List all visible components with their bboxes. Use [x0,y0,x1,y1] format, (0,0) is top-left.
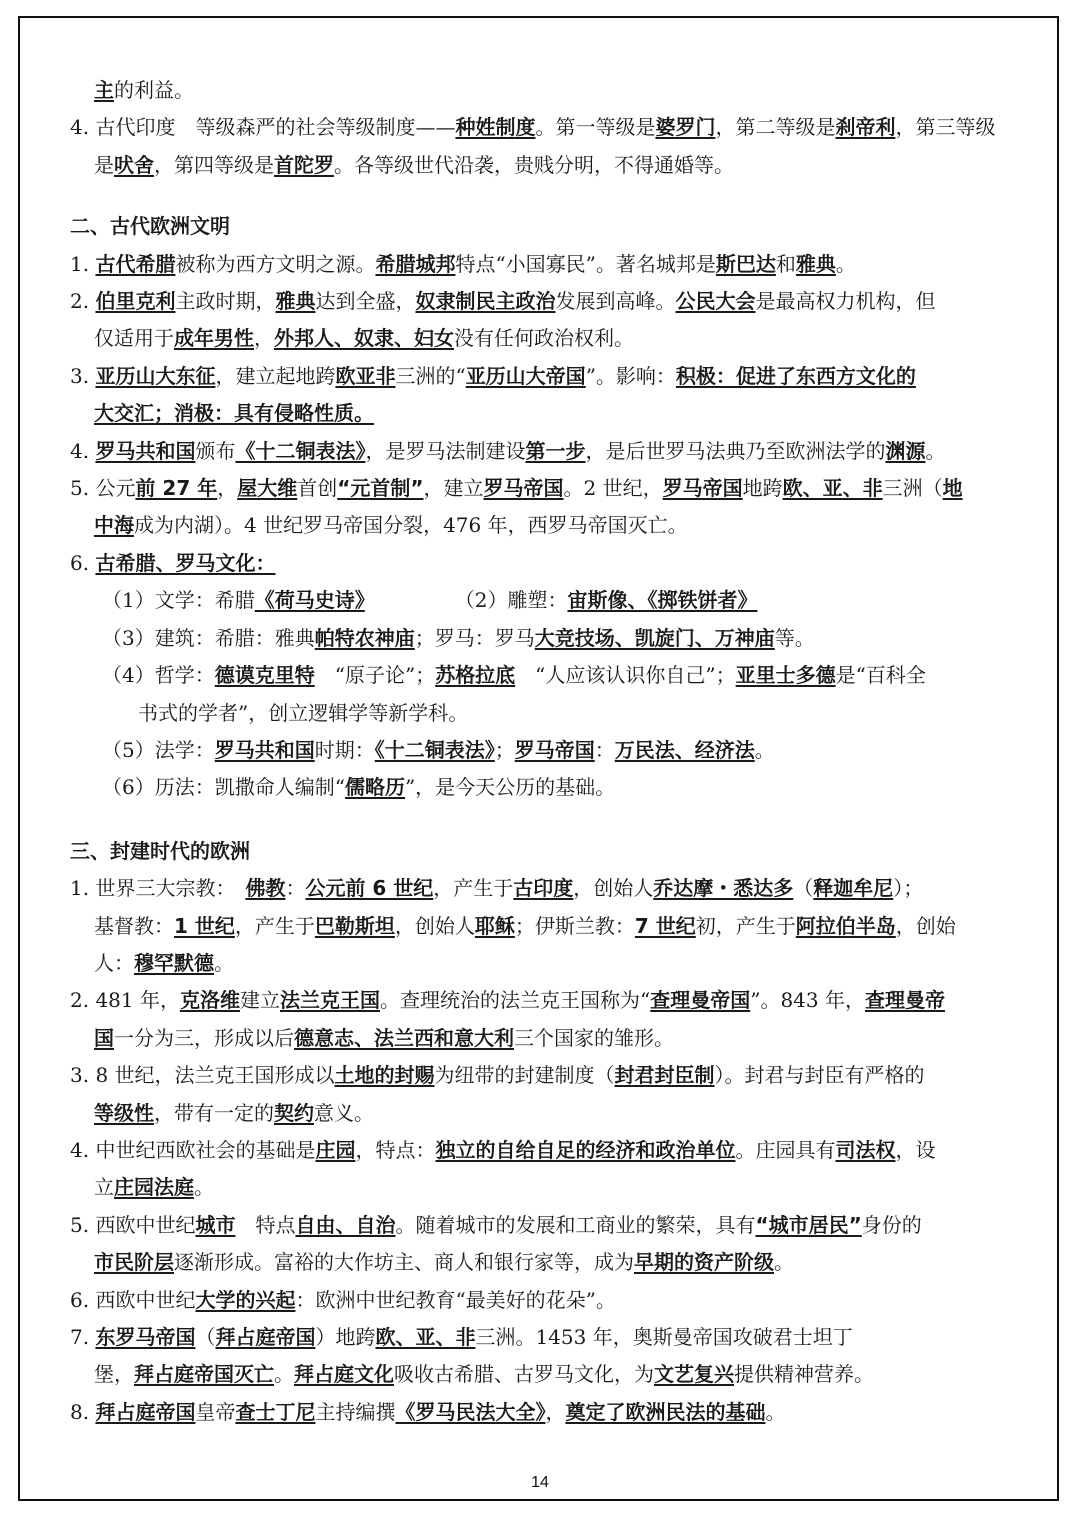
text-line [70,657,1018,694]
key-term: 公民大会 [675,289,756,314]
key-term: 7 世纪 [634,913,696,938]
text-run: 7. [70,1325,96,1349]
key-term: 罗马帝国 [483,476,564,501]
spacer [70,184,1018,208]
text-run: 三洲。1453 年，奥斯曼帝国攻破君士坦丁 [475,1325,853,1349]
text-line [70,732,1018,769]
key-term: 市民阶层 [94,1250,174,1275]
text-run: 达到全盛， [315,289,416,314]
key-term: 司法权 [835,1137,896,1162]
text-line [70,1020,1018,1057]
key-term: 奠定了欧洲民法的基础 [565,1399,766,1424]
text-run: 的利益。 [114,78,194,102]
text-run: ：欧洲中世纪教育“最美好的花朵”。 [295,1287,616,1312]
key-term: 乔达摩・悉达多 [653,876,794,901]
key-term: 古希腊、罗马文化： [95,550,276,575]
text-line [70,769,1018,806]
key-term: 吠舍 [114,152,154,177]
page-number: 14 [531,1474,549,1491]
key-term: 《十二铜表法》 [235,438,366,463]
text-run: 等。 [774,625,815,650]
key-term: 公元前 6 世纪 [305,876,434,901]
key-term: 帕特农神庙 [314,625,415,650]
key-term: 查士丁尼 [235,1399,316,1424]
text-run: ”，是今天公历的基础。 [404,775,616,800]
text-run: 身份的 [861,1212,922,1237]
text-run: 。第一等级是 [535,115,656,140]
key-term: 欧、亚、非 [782,476,883,501]
key-term: 拜占庭帝国 [95,1399,196,1424]
key-term: 庄园 [315,1137,356,1162]
text-run: 6. [70,550,96,575]
text-line [70,109,1018,146]
text-run: 。 [765,1399,786,1424]
key-term: “元首制” [337,476,424,501]
text-run: ： [285,876,306,901]
key-term: 亚里士多德 [735,663,836,688]
text-run: 三个国家的雏形。 [514,1025,674,1050]
key-term: 大竞技场、凯旋门、万神庙 [534,625,775,650]
key-term: 欧、亚、非 [375,1325,476,1349]
text-run: 3. 8 世纪，法兰克王国形成以 [70,1063,335,1088]
key-term: 外邦人、奴隶、妇女 [274,326,454,351]
text-line [70,283,1018,320]
key-term: 大学的兴起 [195,1287,296,1312]
text-line [70,945,1018,982]
text-run: ，是后世罗马法典乃至欧洲法学的 [585,438,886,463]
text-run: 是“百科全 [835,663,926,688]
text-run: ，带有一定的 [154,1100,274,1125]
key-term: 积极：促进了东西方文化的 [675,363,916,388]
key-term: 亚历山大帝国 [465,363,586,388]
key-term: 罗马帝国 [514,737,595,762]
text-run: ”。影响： [585,363,676,388]
text-run: 2. 481 年， [70,988,180,1013]
text-run: ）； [893,876,924,901]
text-run: 一分为三，形成以后 [114,1025,294,1050]
text-run: 首创 [297,476,338,501]
key-term: 穆罕默德 [134,950,214,975]
text-run: 是最高权力机构，但 [755,289,936,314]
text-run: ，是罗马法制建设 [365,438,526,463]
text-run: 。查理统治的法兰克王国称为“ [379,988,651,1013]
text-line [70,908,1018,945]
text-line [70,870,1018,907]
text-line [70,1169,1018,1206]
text-run: 5. 西欧中世纪 [70,1212,196,1237]
key-term: 斯巴达 [715,251,776,276]
text-run: ，创始 [895,913,956,938]
text-run: （6）历法：凯撒命人编制“ [102,775,345,800]
text-run: 。 [754,737,775,762]
key-term: 伯里克利 [95,289,176,314]
key-term: 罗马共和国 [214,737,315,762]
text-run: 4. 古代印度 等级森严的社会等级制度—— [70,115,456,140]
text-line [70,620,1018,657]
key-term: 德意志、法兰西和意大利 [294,1025,514,1050]
text-run: 。 [835,251,856,276]
text-run: 颁布 [195,438,236,463]
section-heading [70,833,1018,870]
text-run: 三洲（ [882,476,943,501]
text-run: ： [594,737,615,762]
text-run: 。庄园具有 [735,1137,836,1162]
text-run: 。 [774,1250,794,1275]
text-run: 为纽带的封建制度（ [434,1063,615,1088]
text-line [70,1207,1018,1244]
key-term: 古印度 [513,876,574,901]
text-line [70,1319,1018,1356]
key-term: 奴隶制民主政治 [415,289,556,314]
key-term: 克洛维 [179,988,240,1013]
key-term: 罗马共和国 [95,438,196,463]
key-term: “城市居民” [755,1212,862,1237]
key-term: 万民法、经济法 [614,737,755,762]
text-run: 人： [94,950,134,975]
text-line [70,582,1018,619]
key-term: 古代希腊 [95,251,176,276]
text-run: ， [254,326,274,351]
key-term: 东罗马帝国 [95,1325,196,1349]
text-line [70,358,1018,395]
text-run: 。随着城市的发展和工商业的繁荣，具有 [395,1212,756,1237]
text-run: ，创始人 [573,876,654,901]
text-run: ，特点： [355,1137,436,1162]
text-run: 特点 [235,1212,296,1237]
key-term: 罗马帝国 [662,476,743,501]
key-term: 德谟克里特 [214,663,315,688]
text-line [70,1095,1018,1132]
key-term: 自由、自治 [295,1212,396,1237]
key-term: 婆罗门 [655,115,716,140]
text-run: ，创始人 [394,913,475,938]
text-run: 是 [94,152,114,177]
text-line [70,320,1018,357]
key-term: 儒略历 [344,775,405,800]
text-run: 初，产生于 [695,913,796,938]
text-line [70,395,1018,432]
text-run: 逐渐形成。富裕的大作坊主、商人和银行家等，成为 [174,1250,634,1275]
key-term: 宙斯像、《掷铁饼者》 [567,588,758,613]
text-run: 地跨 [742,476,783,501]
key-term: 拜占庭帝国灭亡 [134,1362,274,1387]
text-line [70,1132,1018,1169]
key-term: 城市 [195,1212,236,1237]
text-run: 成为内湖）。4 世纪罗马帝国分裂，476 年，西罗马帝国灭亡。 [134,513,688,538]
text-run: 3. [70,363,96,388]
text-run: 4. [70,438,96,463]
text-line [70,982,1018,1019]
key-term: 1 世纪 [174,913,235,938]
text-run: ，设 [895,1137,936,1162]
key-term: 种姓制度 [455,115,536,140]
text-line [70,1282,1018,1319]
text-run: 1. [70,251,96,276]
text-run: ， [545,1399,566,1424]
spacer [70,807,1018,833]
text-run: ”。843 年， [750,988,865,1013]
text-run: 8. [70,1399,96,1424]
text-run: 被称为西方文明之源。 [175,251,376,276]
text-run: 时期： [314,737,375,762]
text-run: （1）文学：希腊 [102,588,255,613]
key-term: 文艺复兴 [654,1362,734,1387]
text-run: ；罗马：罗马 [414,625,535,650]
text-run: ，产生于 [234,913,315,938]
text-run: 立 [94,1175,114,1200]
text-run: ； [494,737,515,762]
key-term: 巴勒斯坦 [314,913,395,938]
key-term: 《十二铜表法》 [374,737,495,762]
key-term: 查理曼帝 [864,988,945,1013]
text-run: 5. 公元 [70,476,136,501]
text-run: 基督教： [94,913,174,938]
text-run: （2）雕塑： [364,588,568,613]
text-run: ，建立起地跨 [215,363,336,388]
text-run: 1. 世界三大宗教： [70,876,246,901]
text-run: 提供精神营养。 [734,1362,874,1387]
key-term: 拜占庭帝国 [215,1325,316,1349]
key-term: 雅典 [275,289,316,314]
text-run: ）。封君与封臣有严格的 [714,1063,925,1088]
key-term: 刹帝利 [835,115,896,140]
text-run: ）地跨 [315,1325,376,1349]
text-run: （5）法学： [102,737,215,762]
key-term: 早期的资产阶级 [634,1250,774,1275]
text-run: 。2 世纪， [563,476,663,501]
text-run: 。各等级世代沿袭，贵贱分明，不得通婚等。 [334,152,734,177]
text-run: 特点“小国寡民”。著名城邦是 [455,251,716,276]
text-run: ，第四等级是 [154,152,274,177]
text-run: 书式的学者”，创立逻辑学等新学科。 [138,700,469,725]
text-run: 仅适用于 [94,326,174,351]
text-line [70,246,1018,283]
text-run: 和 [775,251,796,276]
text-run: 二、古代欧洲文明 [70,214,230,239]
key-term: 《荷马史诗》 [254,588,365,613]
text-run: ，第二等级是 [715,115,836,140]
text-run: “原子论”； [314,663,436,688]
key-term: 查理曼帝国 [650,988,751,1013]
text-run: （ [195,1325,216,1349]
text-line [70,470,1018,507]
text-run: “人应该认识你自己”； [515,663,736,688]
key-term: 苏格拉底 [435,663,516,688]
text-run: 没有任何政治权利。 [454,326,634,351]
key-term: 阿拉伯半岛 [795,913,896,938]
key-term: 前 27 年 [135,476,218,501]
text-line [70,1057,1018,1094]
text-run: 意义。 [314,1100,374,1125]
key-term: 耶稣 [474,913,515,938]
text-run: 。 [925,438,946,463]
key-term: 等级性 [94,1100,154,1125]
text-line [70,1394,1018,1431]
text-line [70,695,1018,732]
text-run: ，建立 [423,476,484,501]
key-term: 大交汇；消极：具有侵略性质。 [94,401,374,426]
text-run: （ [793,876,814,901]
key-term: 希腊城邦 [375,251,456,276]
key-term: 独立的自给自足的经济和政治单位 [435,1137,736,1162]
text-run: 堡， [94,1362,134,1387]
text-run: 2. [70,289,96,314]
text-line [70,545,1018,582]
text-line [70,507,1018,544]
text-run: （4）哲学： [102,663,215,688]
key-term: 亚历山大东征 [95,363,216,388]
key-term: 雅典 [795,251,836,276]
text-line [70,433,1018,470]
text-run: 皇帝 [195,1399,236,1424]
key-term: 佛教 [245,876,286,901]
text-run: ；伊斯兰教： [514,913,635,938]
text-run: 。 [274,1362,294,1387]
text-run: 吸收古希腊、古罗马文化，为 [394,1362,654,1387]
text-run: 。 [194,1175,214,1200]
key-term: 契约 [274,1100,314,1125]
text-run: 主政时期， [175,289,276,314]
key-term: 法兰克王国 [279,988,380,1013]
text-line [70,1244,1018,1281]
text-line [70,72,1018,109]
key-term: 主 [94,78,114,102]
text-run: ，产生于 [433,876,514,901]
key-term: 成年男性 [174,326,254,351]
key-term: 第一步 [525,438,586,463]
key-term: 中海 [94,513,134,538]
key-term: 首陀罗 [274,152,334,177]
text-line [70,1356,1018,1393]
text-run: 三、封建时代的欧洲 [70,838,250,863]
key-term: 屋大维 [237,476,298,501]
key-term: 封君封臣制 [614,1063,715,1088]
text-run: ，第三等级 [895,115,996,140]
text-run: 建立 [239,988,280,1013]
section-heading [70,208,1018,245]
key-term: 地 [942,476,963,501]
text-run: ， [217,476,238,501]
text-run: 6. 西欧中世纪 [70,1287,196,1312]
text-line [70,147,1018,184]
key-term: 土地的封赐 [334,1063,435,1088]
key-term: 国 [94,1025,114,1050]
text-run: 。 [214,950,234,975]
key-term: 庄园法庭 [114,1175,194,1200]
key-term: 拜占庭文化 [294,1362,394,1387]
text-run: 三洲的“ [395,363,466,388]
text-run: 4. 中世纪西欧社会的基础是 [70,1137,316,1162]
text-run: （3）建筑：希腊：雅典 [102,625,315,650]
key-term: 《罗马民法大全》 [395,1399,546,1424]
key-term: 欧亚非 [335,363,396,388]
text-run: 发展到高峰。 [555,289,676,314]
document-body [70,72,1018,1431]
key-term: 释迦牟尼 [813,876,894,901]
key-term: 渊源 [885,438,926,463]
text-run: 主持编撰 [315,1399,396,1424]
